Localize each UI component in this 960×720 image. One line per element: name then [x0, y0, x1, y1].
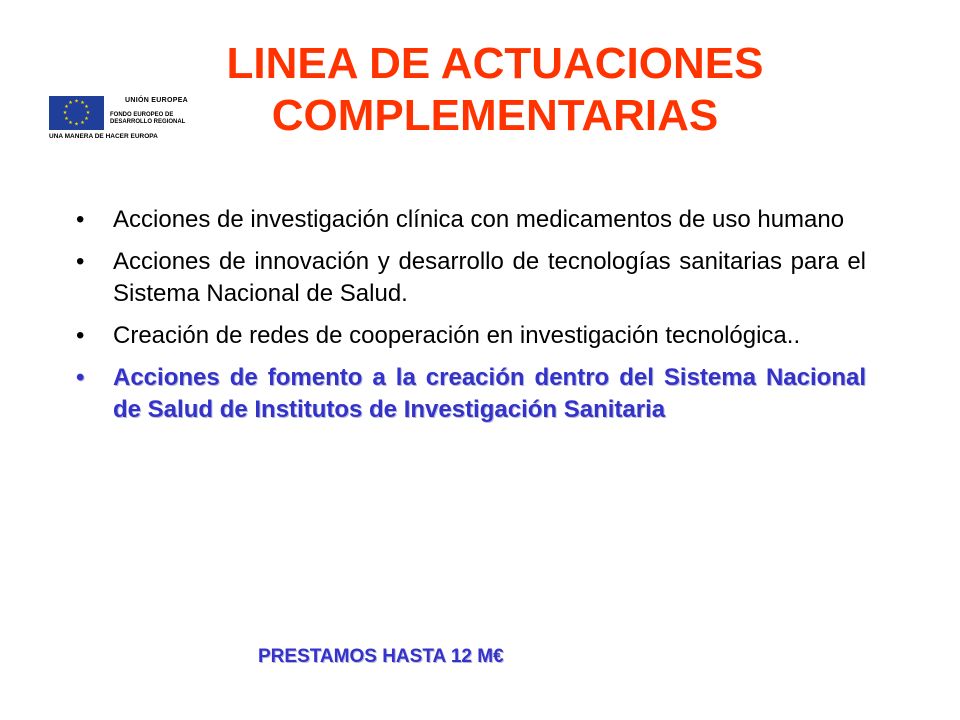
- eu-logo-line3: UNA MANERA DE HACER EUROPA: [49, 133, 158, 140]
- svg-text:★: ★: [84, 116, 89, 122]
- svg-text:★: ★: [64, 116, 69, 122]
- eu-logo-line2b: DESARROLLO REGIONAL: [110, 119, 186, 125]
- bullet-text: Creación de redes de cooperación en investigación tecnológica..: [113, 322, 801, 349]
- slide-title-line2: COMPLEMENTARIAS: [271, 91, 719, 140]
- slide-title: [0, 38, 960, 142]
- svg-text:★: ★: [64, 104, 69, 110]
- bullet-item: [76, 320, 866, 352]
- eu-logo-line2a: FONDO EUROPEO DE: [110, 112, 174, 118]
- svg-text:★: ★: [74, 98, 79, 105]
- svg-text:★: ★: [68, 100, 73, 106]
- bullet-dot: •: [76, 248, 85, 275]
- svg-text:★: ★: [80, 120, 85, 126]
- bullet-list: [76, 204, 866, 436]
- svg-text:★: ★: [85, 110, 91, 116]
- funding-note: PRESTAMOS HASTA 12 M€: [258, 646, 504, 667]
- bullet-text: Acciones de fomento a la creación dentro del Sistema Nacional de Salud de Institutos de Investigación Sanitaria: [113, 364, 866, 423]
- svg-text:★: ★: [84, 104, 89, 110]
- bullet-item: [76, 246, 866, 310]
- bullet-item: [76, 204, 866, 236]
- eu-logo-line1: UNIÓN EUROPEA: [125, 97, 189, 104]
- slide-title-line1: LINEA DE ACTUACIONES: [226, 39, 764, 88]
- svg-text:★: ★: [68, 120, 73, 126]
- bullet-dot: •: [76, 206, 85, 233]
- bullet-dot: •: [76, 322, 85, 349]
- svg-text:★: ★: [62, 110, 68, 116]
- bullet-item-highlighted: [76, 362, 866, 426]
- bullet-text: Acciones de innovación y desarrollo de tecnologías sanitarias para el Sistema Nacional de Salud.: [113, 248, 866, 307]
- svg-text:★: ★: [74, 121, 79, 128]
- svg-text:★: ★: [80, 100, 85, 106]
- bullet-text: Acciones de investigación clínica con medicamentos de uso humano: [113, 206, 845, 233]
- bullet-dot: •: [76, 364, 85, 391]
